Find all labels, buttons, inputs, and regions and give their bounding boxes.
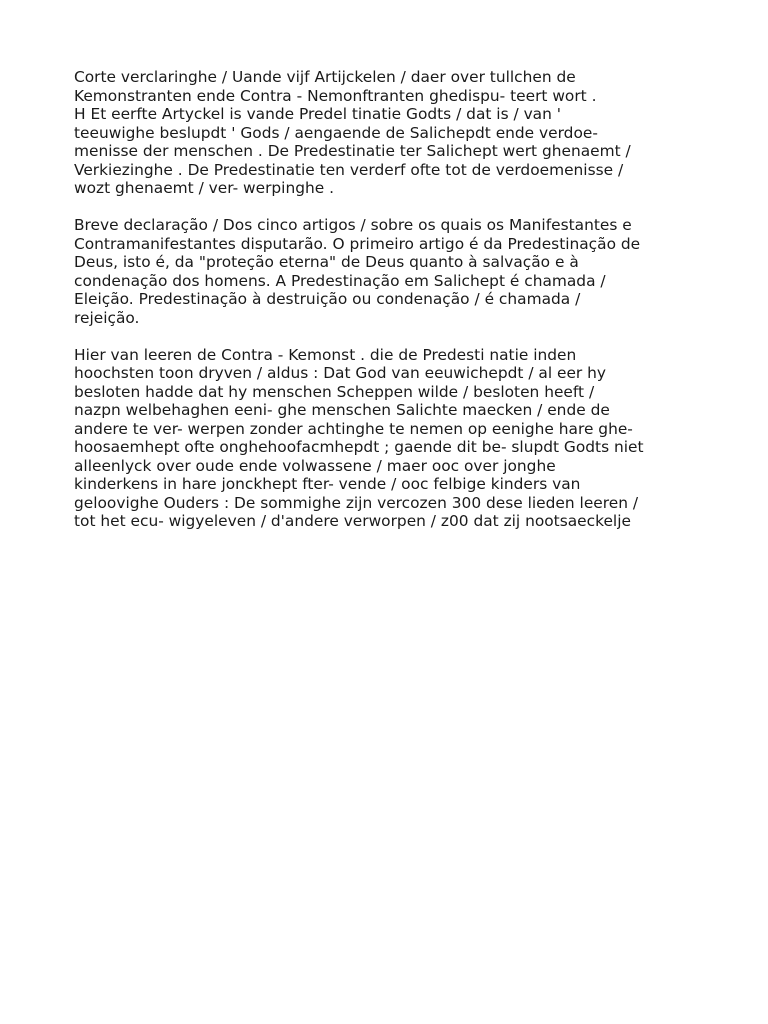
paragraph-dutch-contra-remonstrants: Hier van leeren de Contra - Kemonst . die de Predesti natie inden hoochsten toon dryven / aldus : Dat God van eeuwichepdt / al eer hy besloten hadde dat hy menschen Scheppen wilde / besloten heeft / nazpn welbehaghen eeni- ghe menschen Salichte maecken / ende de andere te ver- werpen zonder achtinghe te nemen op eenighe hare ghe- hoosaemhept ofte onghehoofacmhepdt ; gaende dit be- slupdt Godts niet alleenlyck over oude ende volwassene / maer ooc over jonghe kinderkens in hare jonckhept fter- vende / ooc felbige kinders van geloovighe Ouders : De sommighe zijn vercozen 300 dese lieden leeren / tot het ecu- wigyeleven / d'andere verworpen / z00 dat zij nootsaeckelje [74,345,644,530]
paragraph-portuguese-translation: Breve declaração / Dos cinco artigos / sobre os quais os Manifestantes e Contramanifestantes disputarão. O primeiro artigo é da Predestinação de Deus, isto é, da "proteção eterna" de Deus quanto à salvação e à condenação dos homens. A Predestinação em Salichept é chamada / Eleição. Predestinação à destruição ou condenação / é chamada / rejeição. [74,216,641,327]
document-body [74,68,714,549]
paragraph-dutch-intro: Corte verclaringhe / Uande vijf Artijckelen / daer over tullchen de Kemonstranten ende Contra - Nemonftranten ghedispu- teert wort . H Et eerfte Artyckel is vande Predel tinatie Godts / dat is / van ' teeuwighe beslupdt ' Gods / aengaende de Salichepdt ende verdoe- menisse der menschen . De Predestinatie ter Salichept wert ghenaemt / Verkiezinghe . De Predestinatie ten verderf ofte tot de verdoemenisse / wozt ghenaemt / ver- werpinghe . [74,68,631,197]
